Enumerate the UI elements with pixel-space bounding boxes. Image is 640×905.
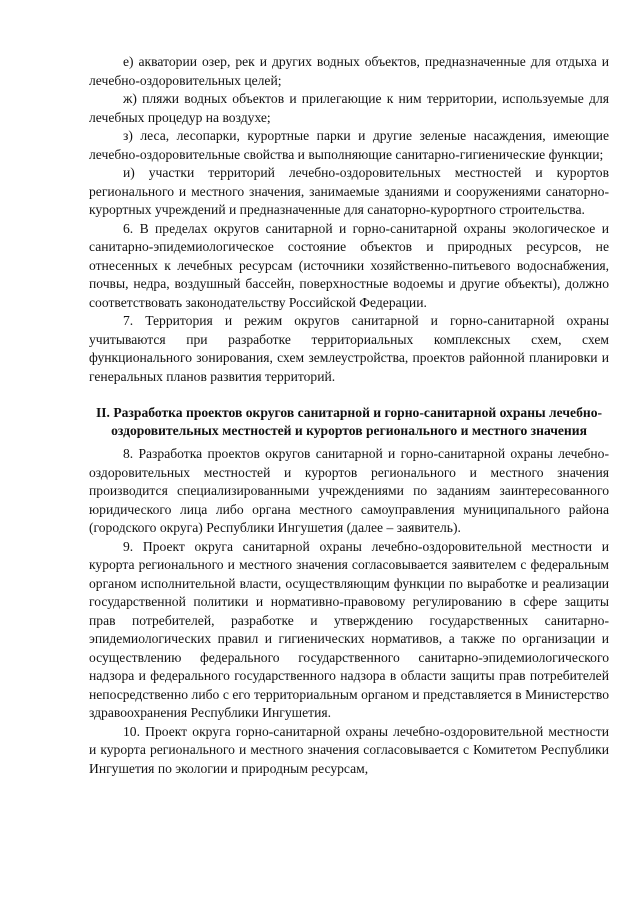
paragraph-e: е) акватории озер, рек и других водных объектов, предназначенные для отдыха и лечебно-оздоровительных целей; — [89, 54, 609, 88]
paragraph-9: 9. Проект округа санитарной охраны лечебно-оздоровительной местности и курорта регионального и местного значения согласовывается заявителем с федеральным органом исполнительной власти, осуществляющим функции по выработке и реализации государственной политики и нормативно-правовому регулированию в сфере защиты прав потребителей, разработке и утверждению государственных санитарно-эпидемиологических правил и гигиенических нормативов, а также по организации и осуществлению федерального государственного санитарно-эпидемиологического надзора и федерального государственного надзора в области защиты прав потребителей непосредственно либо с его территориальным органом и представляется в Министерство здравоохранения Республики Ингушетия. — [89, 538, 609, 720]
paragraph-i: и) участки территорий лечебно-оздоровительных местностей и курортов регионального и местного значения, занимаемые зданиями и сооружениями санаторно-курортных учреждений и предназначенные для санаторно-курортного строительства. — [89, 165, 609, 217]
paragraph-7: 7. Территория и режим округов санитарной и горно-санитарной охраны учитываются при разработке территориальных комплексных схем, схем функционального зонирования, схем землеустройства, проектов районной планировки и генеральных планов развития территорий. — [89, 313, 609, 384]
paragraph-z: з) леса, лесопарки, курортные парки и другие зеленые насаждения, имеющие лечебно-оздоровительные свойства и выполняющие санитарно-гигиенические функции; — [89, 128, 609, 162]
paragraph-6: 6. В пределах округов санитарной и горно-санитарной охраны экологическое и санитарно-эпидемиологическое состояние объектов и природных ресурсов, не отнесенных к лечебных ресурсам (источники хозяйственно-питьевого водоснабжения, почвы, недра, воздушный бассейн, поверхностные водоемы и другие объекты), должно соответствовать законодательству Российской Федерации. — [89, 220, 609, 310]
paragraph-zh: ж) пляжи водных объектов и прилегающие к ним территории, используемые для лечебных процедур на воздухе; — [89, 91, 609, 125]
section-heading-2: II. Разработка проектов округов санитарной и горно-санитарной охраны лечебно-оздоровительных местностей и курортов регионального и местного значения — [95, 405, 603, 438]
document-body — [89, 53, 609, 778]
paragraph-10: 10. Проект округа горно-санитарной охраны лечебно-оздоровительной местности и курорта регионального и местного значения согласовывается с Комитетом Республики Ингушетия по экологии и природным ресурсам, — [89, 723, 609, 776]
paragraph-8: 8. Разработка проектов округов санитарной и горно-санитарной охраны лечебно-оздоровительных местностей и курортов регионального и местного значения производится специализированными учреждениями по заданиям заинтересованного юридического лица либо органа местного самоуправления муниципального района (городского округа) Республики Ингушетия (далее – заявитель). — [89, 446, 609, 535]
